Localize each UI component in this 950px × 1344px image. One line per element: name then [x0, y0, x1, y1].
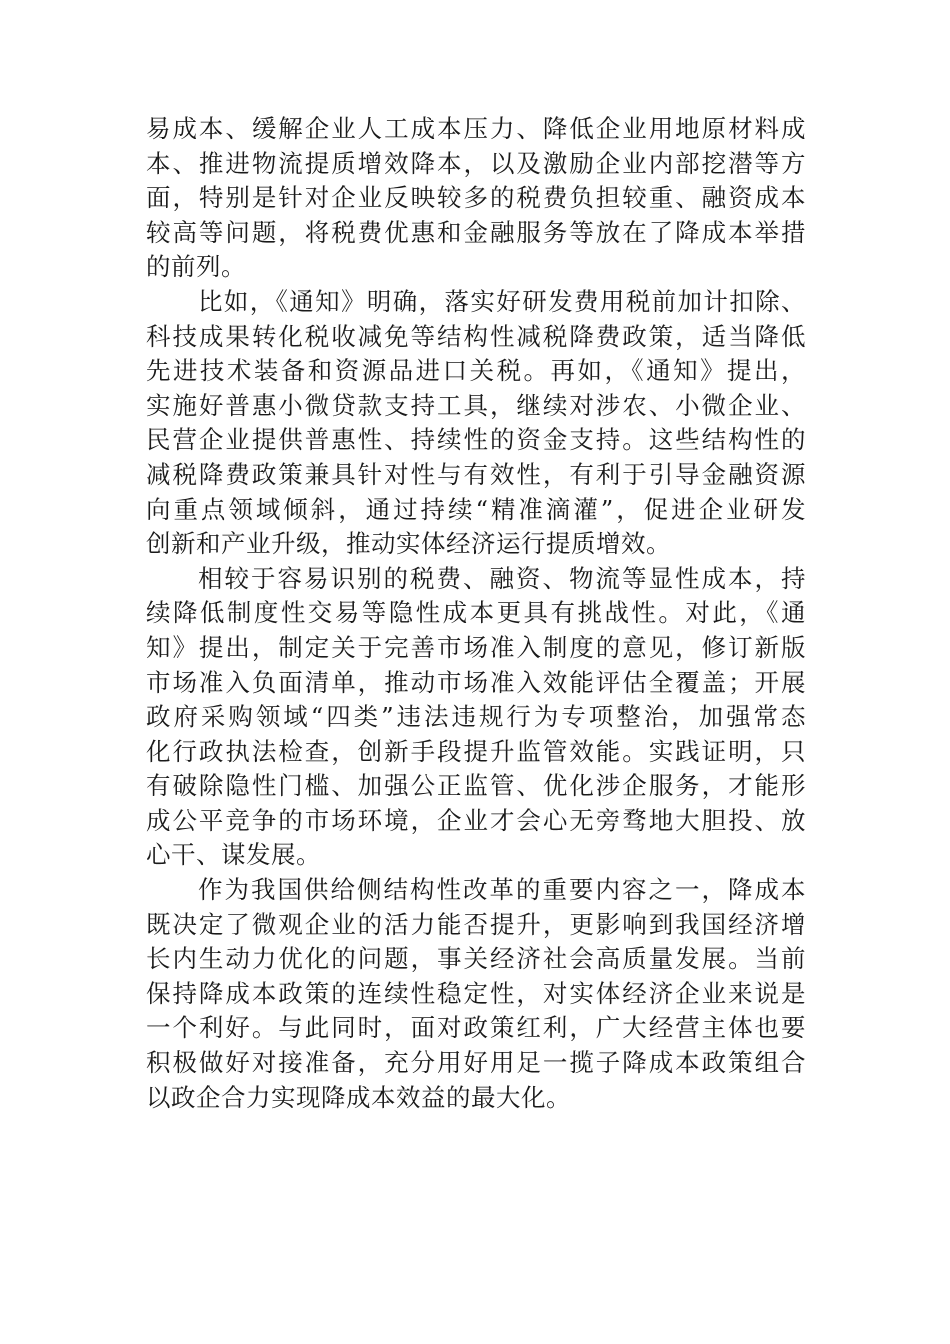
text-line: 减税降费政策兼具针对性与有效性，有利于引导金融资源	[146, 459, 806, 489]
text-line: 的前列。	[146, 252, 246, 282]
paragraph-3	[146, 562, 806, 873]
text-line: 市场准入负面清单，推动市场准入效能评估全覆盖；开展	[146, 667, 806, 697]
text-line: 向重点领域倾斜，通过持续“精准滴灌”，促进企业研发	[146, 494, 806, 524]
text-line: 比如，《通知》明确，落实好研发费用税前加计扣除、	[198, 286, 806, 316]
text-line: 较高等问题，将税费优惠和金融服务等放在了降成本举措	[146, 217, 806, 247]
text-line: 既决定了微观企业的活力能否提升，更影响到我国经济增	[146, 909, 806, 939]
text-line: 成公平竞争的市场环境，企业才会心无旁骛地大胆投、放	[146, 805, 806, 835]
text-line: 续降低制度性交易等隐性成本更具有挑战性。对此，《通	[146, 598, 806, 628]
paragraph-1	[146, 112, 806, 285]
text-line: 先进技术装备和资源品进口关税。再如，《通知》提出，	[146, 356, 806, 386]
text-line: 面，特别是针对企业反映较多的税费负担较重、融资成本	[146, 183, 806, 213]
text-line: 本、推进物流提质增效降本，以及激励企业内部挖潜等方	[146, 148, 806, 178]
text-line: 科技成果转化税收减免等结构性减税降费政策，适当降低	[146, 321, 806, 351]
text-line: 相较于容易识别的税费、融资、物流等显性成本，持	[198, 563, 806, 593]
text-line: 长内生动力优化的问题，事关经济社会高质量发展。当前	[146, 944, 806, 974]
text-line: 实施好普惠小微贷款支持工具，继续对涉农、小微企业、	[146, 390, 806, 420]
text-line: 政府采购领域“四类”违法违规行为专项整治，加强常态	[146, 702, 806, 732]
paragraph-2	[146, 285, 806, 562]
text-line: 作为我国供给侧结构性改革的重要内容之一，降成本	[198, 875, 806, 905]
paragraph-4	[146, 873, 806, 1115]
document-page	[146, 112, 806, 1115]
text-line: 易成本、缓解企业人工成本压力、降低企业用地原材料成	[146, 114, 806, 143]
text-line: 知》提出，制定关于完善市场准入制度的意见，修订新版	[146, 632, 806, 662]
text-line: 心干、谋发展。	[146, 840, 321, 870]
text-line: 积极做好对接准备，充分用好用足一揽子降成本政策组合	[146, 1048, 806, 1078]
text-line: 以政企合力实现降成本效益的最大化。	[146, 1082, 571, 1112]
text-line: 保持降成本政策的连续性稳定性，对实体经济企业来说是	[146, 978, 806, 1008]
text-line: 民营企业提供普惠性、持续性的资金支持。这些结构性的	[146, 425, 806, 455]
text-line: 一个利好。与此同时，面对政策红利，广大经营主体也要	[146, 1013, 806, 1043]
text-line: 有破除隐性门槛、加强公正监管、优化涉企服务，才能形	[146, 771, 806, 801]
text-line: 化行政执法检查，创新手段提升监管效能。实践证明，只	[146, 736, 806, 766]
text-line: 创新和产业升级，推动实体经济运行提质增效。	[146, 529, 671, 559]
